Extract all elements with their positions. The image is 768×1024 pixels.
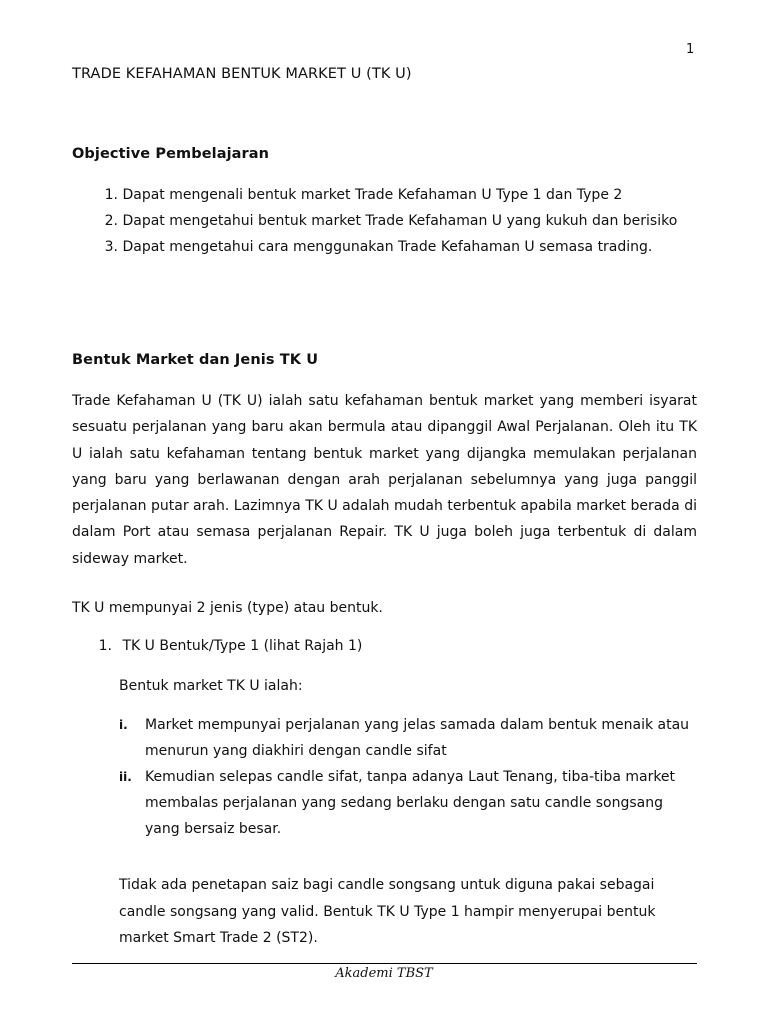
point-text: Market mempunyai perjalanan yang jelas samada dalam bentuk menaik atau menurun yang diakhiri dengan candle sifat <box>145 717 690 759</box>
footer-divider <box>72 963 697 964</box>
footer-text: Akademi TBST <box>335 966 433 981</box>
list-number: 3. <box>104 239 118 255</box>
type1-closing: Tidak ada penetapan saiz bagi candle songsang untuk diguna pakai sebagai candle songsang yang valid. Bentuk TK U Type 1 hampir menyerupai bentuk market Smart Trade 2 (ST2). <box>119 877 656 946</box>
objective-text: Dapat mengenali bentuk market Trade Kefahaman U Type 1 dan Type 2 <box>122 187 623 203</box>
list-item <box>119 712 699 764</box>
point-text: Kemudian selepas candle sifat, tanpa adanya Laut Tenang, tiba-tiba market membalas perjalanan yang sedang berlaku dengan satu candle songsang yang bersaiz besar. <box>145 769 676 837</box>
type1-item <box>72 638 362 654</box>
type1-label: TK U Bentuk/Type 1 (lihat Rajah 1) <box>122 638 363 654</box>
objective-item <box>72 182 692 208</box>
page-number: 1 <box>686 42 695 57</box>
roman-numeral: i. <box>119 718 128 732</box>
roman-numeral: ii. <box>119 770 132 784</box>
objective-item <box>72 234 692 260</box>
list-item <box>119 764 699 842</box>
objective-text: Dapat mengetahui bentuk market Trade Kefahaman U yang kukuh dan berisiko <box>122 213 678 229</box>
jenis-intro: TK U mempunyai 2 jenis (type) atau bentuk. <box>72 600 383 616</box>
objective-heading: Objective Pembelajaran <box>72 146 270 162</box>
objective-item <box>72 208 692 234</box>
bentuk-heading: Bentuk Market dan Jenis TK U <box>72 352 319 368</box>
document-title: TRADE KEFAHAMAN BENTUK MARKET U (TK U) <box>72 66 412 82</box>
list-number: 1. <box>98 638 112 654</box>
list-number: 1. <box>104 187 118 203</box>
bentuk-paragraph: Trade Kefahaman U (TK U) ialah satu kefahaman bentuk market yang memberi isyarat sesuatu perjalanan yang baru akan bermula atau dipanggil Awal Perjalanan. Oleh itu TK U ialah satu kefahaman tentang bentuk market yang dijangka memulakan perjalanan yang baru yang berlawanan dengan arah perjalanan sebelumnya yang juga panggil perjalanan putar arah. Lazimnya TK U adalah mudah terbentuk apabila market berada di dalam Port atau semasa perjalanan Repair. TK U juga boleh juga terbentuk di dalam sideway market. <box>72 393 697 567</box>
objective-text: Dapat mengetahui cara menggunakan Trade Kefahaman U semasa trading. <box>122 239 653 255</box>
list-number: 2. <box>104 213 118 229</box>
type1-points <box>119 712 699 842</box>
objective-list <box>72 182 692 260</box>
type1-intro: Bentuk market TK U ialah: <box>119 678 303 694</box>
